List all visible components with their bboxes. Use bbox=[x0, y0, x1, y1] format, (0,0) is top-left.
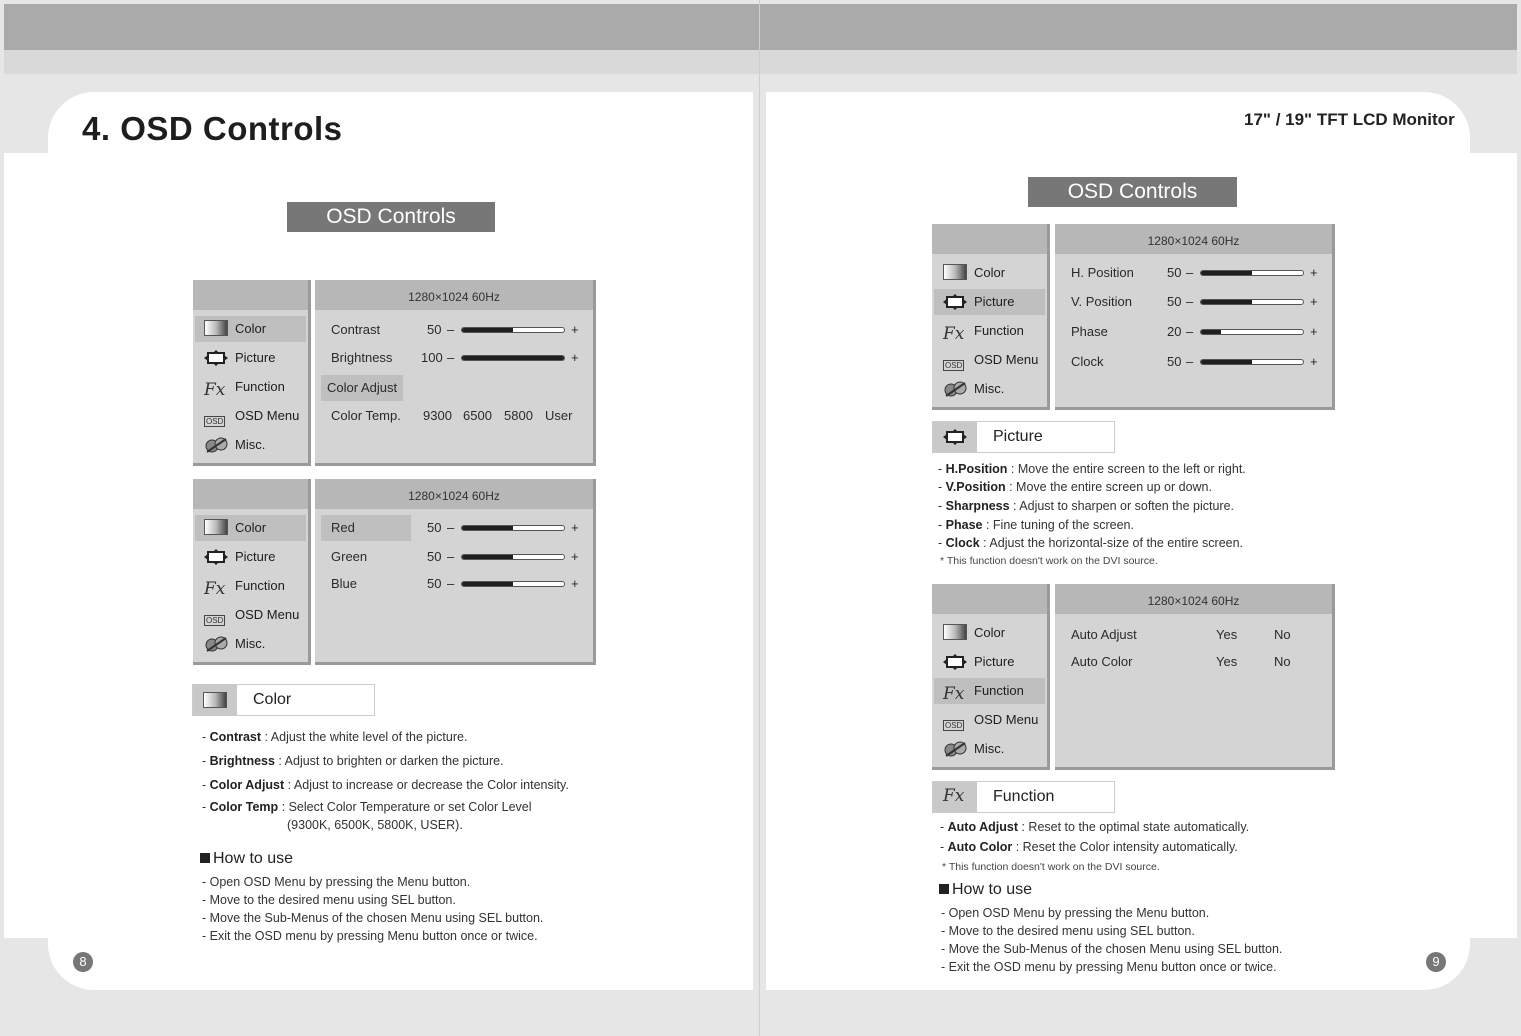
resolution-header: 1280×1024 60Hz bbox=[1055, 224, 1332, 254]
chapter-title: 4. OSD Controls bbox=[82, 110, 343, 147]
sidebar-item-label: Misc. bbox=[235, 636, 266, 651]
sidebar-item-label: Color bbox=[235, 321, 267, 336]
howto-label: How to use bbox=[213, 850, 294, 867]
resolution-header: 1280×1024 60Hz bbox=[1055, 584, 1332, 614]
function-fx-icon: Fx bbox=[204, 579, 226, 599]
function-section-title: Function bbox=[993, 788, 1055, 805]
minus-icon: – bbox=[447, 520, 455, 535]
phase-label: Phase bbox=[1071, 324, 1108, 339]
howto-step: - Move to the desired menu using SEL button. bbox=[941, 924, 1195, 938]
function-fx-icon: Fx bbox=[204, 380, 226, 400]
contrast-row[interactable] bbox=[315, 317, 593, 343]
auto-color-description: - Auto Color : Reset the Color intensity automatically. bbox=[940, 840, 1238, 854]
slider-fill bbox=[1201, 330, 1221, 334]
misc-icon bbox=[204, 436, 228, 453]
clock-description: - Clock : Adjust the horizontal-size of the entire screen. bbox=[938, 536, 1244, 550]
sidebar-item-function[interactable] bbox=[195, 573, 306, 599]
brightness-row[interactable] bbox=[315, 345, 593, 371]
osd-color-panel bbox=[315, 280, 596, 466]
osd-picture-panel bbox=[1055, 224, 1335, 410]
minus-icon: – bbox=[1186, 265, 1194, 280]
plus-icon: + bbox=[1310, 265, 1318, 280]
model-title: 17" / 19" TFT LCD Monitor bbox=[1244, 110, 1455, 129]
color-section-header bbox=[192, 684, 375, 716]
sidebar-item-label: Color bbox=[235, 520, 267, 535]
function-section-icon-box bbox=[933, 782, 977, 812]
right-margin bbox=[1440, 153, 1517, 938]
desc-term: Color Adjust bbox=[209, 778, 285, 792]
auto-color-label: Auto Color bbox=[1071, 654, 1133, 669]
picture-section-icon-box bbox=[933, 422, 977, 452]
sidebar-item-picture[interactable] bbox=[195, 544, 306, 570]
osd-sidebar-menu bbox=[932, 224, 1050, 410]
sidebar-item-label: Picture bbox=[974, 654, 1015, 669]
page-number-right: 9 bbox=[1426, 952, 1446, 972]
howto-step: - Exit the OSD menu by pressing Menu button once or twice. bbox=[941, 960, 1277, 974]
slider-fill bbox=[462, 526, 513, 530]
howto-step: - Open OSD Menu by pressing the Menu button. bbox=[202, 875, 471, 889]
desc-term: Brightness bbox=[209, 754, 275, 768]
auto-adjust-no[interactable]: No bbox=[1274, 627, 1291, 642]
sub-band bbox=[4, 50, 1517, 74]
color-temp-description: - Color Temp : Select Color Temperature or set Color Level bbox=[202, 800, 532, 814]
sidebar-item-osd-menu[interactable] bbox=[195, 602, 306, 628]
desc-text: : Adjust the horizontal-size of the entire screen. bbox=[979, 536, 1244, 550]
desc-term: Phase bbox=[945, 518, 983, 532]
osd-sidebar-menu bbox=[193, 479, 311, 665]
auto-adjust-description: - Auto Adjust : Reset to the optimal state automatically. bbox=[940, 820, 1250, 834]
sharpness-description: - Sharpness : Adjust to sharpen or soften the picture. bbox=[938, 499, 1235, 513]
color-gradient-icon bbox=[943, 624, 967, 641]
minus-icon: – bbox=[447, 549, 455, 564]
sidebar-header bbox=[932, 584, 1047, 614]
plus-icon: + bbox=[1310, 294, 1318, 309]
contrast-label: Contrast bbox=[331, 322, 381, 337]
osd-menu-icon: OSD bbox=[945, 721, 963, 730]
desc-text: : Adjust the white level of the picture. bbox=[261, 730, 468, 744]
sidebar-item-label: Function bbox=[235, 379, 285, 394]
osd-menu-icon: OSD bbox=[206, 417, 224, 426]
color-adjust-description: - Color Adjust : Adjust to increase or decrease the Color intensity. bbox=[202, 778, 569, 792]
picture-section-title: Picture bbox=[993, 428, 1043, 445]
red-label: Red bbox=[321, 515, 411, 541]
sidebar-item-color[interactable] bbox=[195, 515, 306, 541]
picture-position-icon bbox=[943, 429, 967, 445]
sidebar-item-misc[interactable] bbox=[934, 376, 1045, 402]
color-gradient-icon bbox=[204, 519, 228, 536]
square-bullet-icon bbox=[939, 884, 949, 894]
color-temp-options: (9300K, 6500K, 5800K, USER). bbox=[287, 818, 463, 832]
plus-icon: + bbox=[571, 520, 579, 535]
picture-position-icon bbox=[204, 349, 228, 366]
osd-controls-banner: OSD Controls bbox=[287, 202, 495, 232]
h-position-description: - H.Position : Move the entire screen to the left or right. bbox=[938, 462, 1246, 476]
brightness-description: - Brightness : Adjust to brighten or darken the picture. bbox=[202, 754, 504, 768]
sidebar-item-picture[interactable] bbox=[934, 649, 1045, 675]
howto-step: - Move the Sub-Menus of the chosen Menu using SEL button. bbox=[941, 942, 1283, 956]
desc-text: : Adjust to sharpen or soften the picture. bbox=[1009, 499, 1235, 513]
sidebar-item-color[interactable] bbox=[934, 620, 1045, 646]
temp-option-6500[interactable]: 6500 bbox=[463, 408, 492, 423]
sidebar-item-picture[interactable] bbox=[934, 289, 1045, 315]
sidebar-item-label: Function bbox=[974, 683, 1024, 698]
picture-dvi-note: * This function doesn't work on the DVI source. bbox=[940, 555, 1158, 567]
howto-title-left bbox=[200, 850, 293, 868]
osd-sidebar-menu bbox=[193, 280, 311, 466]
sidebar-item-label: OSD Menu bbox=[974, 712, 1039, 727]
picture-position-icon bbox=[943, 653, 967, 670]
temp-option-9300[interactable]: 9300 bbox=[423, 408, 452, 423]
v-position-row[interactable] bbox=[1055, 289, 1332, 315]
sidebar-item-label: Misc. bbox=[235, 437, 266, 452]
sidebar-item-label: Function bbox=[235, 578, 285, 593]
temp-option-5800[interactable]: 5800 bbox=[504, 408, 533, 423]
clock-row[interactable] bbox=[1055, 349, 1332, 375]
plus-icon: + bbox=[571, 322, 579, 337]
square-bullet-icon bbox=[200, 853, 210, 863]
phase-row[interactable] bbox=[1055, 319, 1332, 345]
osd-controls-banner: OSD Controls bbox=[1028, 177, 1237, 207]
minus-icon: – bbox=[1186, 324, 1194, 339]
plus-icon: + bbox=[1310, 324, 1318, 339]
v-position-label: V. Position bbox=[1071, 294, 1132, 309]
sidebar-item-osd-menu[interactable] bbox=[934, 707, 1045, 733]
desc-text: : Adjust to increase or decrease the Color intensity. bbox=[284, 778, 569, 792]
howto-step: - Open OSD Menu by pressing the Menu button. bbox=[941, 906, 1210, 920]
color-gradient-icon bbox=[943, 264, 967, 281]
minus-icon: – bbox=[447, 576, 455, 591]
function-section-header bbox=[932, 781, 1115, 813]
minus-icon: – bbox=[447, 350, 455, 365]
function-fx-icon: Fx bbox=[943, 786, 965, 806]
plus-icon: + bbox=[1310, 354, 1318, 369]
sidebar-item-label: Picture bbox=[235, 350, 276, 365]
red-value: 50 bbox=[427, 520, 442, 535]
sidebar-item-color[interactable] bbox=[934, 260, 1045, 286]
top-band bbox=[4, 4, 1517, 50]
phase-description: - Phase : Fine tuning of the screen. bbox=[938, 518, 1134, 532]
sidebar-item-function[interactable] bbox=[195, 374, 306, 400]
auto-adjust-yes[interactable]: Yes bbox=[1216, 627, 1238, 642]
function-dvi-note: * This function doesn't work on the DVI source. bbox=[942, 861, 1160, 873]
color-gradient-icon bbox=[203, 692, 227, 708]
sidebar-item-label: OSD Menu bbox=[235, 607, 300, 622]
osd-menu-icon: OSD bbox=[945, 361, 963, 370]
sidebar-item-misc[interactable] bbox=[195, 432, 306, 458]
slider-fill bbox=[1201, 300, 1252, 304]
desc-text: : Reset to the optimal state automatically. bbox=[1018, 820, 1250, 834]
blue-value: 50 bbox=[427, 576, 442, 591]
auto-color-yes[interactable]: Yes bbox=[1216, 654, 1238, 669]
desc-term: Auto Color bbox=[947, 840, 1013, 854]
phase-value: 20 bbox=[1167, 324, 1182, 339]
howto-step: - Move the Sub-Menus of the chosen Menu using SEL button. bbox=[202, 911, 544, 925]
blue-row[interactable] bbox=[315, 571, 593, 597]
sidebar-header bbox=[932, 224, 1047, 254]
plus-icon: + bbox=[571, 576, 579, 591]
desc-text: : Adjust to brighten or darken the picture. bbox=[274, 754, 504, 768]
resolution-header: 1280×1024 60Hz bbox=[315, 479, 593, 509]
h-position-value: 50 bbox=[1167, 265, 1182, 280]
blue-label: Blue bbox=[331, 576, 358, 591]
sidebar-header bbox=[193, 280, 308, 310]
v-position-value: 50 bbox=[1167, 294, 1182, 309]
sidebar-item-label: Misc. bbox=[974, 381, 1005, 396]
green-row[interactable] bbox=[315, 544, 593, 570]
sidebar-item-label: Color bbox=[974, 265, 1006, 280]
color-section-title: Color bbox=[253, 691, 292, 708]
sidebar-item-label: Picture bbox=[974, 294, 1015, 309]
osd-color-adjust-panel bbox=[315, 479, 596, 665]
desc-term: Clock bbox=[945, 536, 980, 550]
red-row[interactable] bbox=[315, 515, 593, 541]
sidebar-item-label: Misc. bbox=[974, 741, 1005, 756]
slider-fill bbox=[462, 555, 513, 559]
sidebar-header bbox=[193, 479, 308, 509]
desc-term: Contrast bbox=[209, 730, 262, 744]
green-slider[interactable] bbox=[461, 554, 565, 560]
desc-text: : Reset the Color intensity automatically. bbox=[1012, 840, 1238, 854]
color-temp-label: Color Temp. bbox=[331, 408, 401, 423]
contrast-value: 50 bbox=[427, 322, 442, 337]
clock-label: Clock bbox=[1071, 354, 1104, 369]
h-position-row[interactable] bbox=[1055, 260, 1332, 286]
page-number-left: 8 bbox=[73, 952, 93, 972]
h-position-label: H. Position bbox=[1071, 265, 1134, 280]
slider-fill bbox=[1201, 360, 1252, 364]
howto-steps-left bbox=[202, 873, 543, 945]
plus-icon: + bbox=[571, 549, 579, 564]
desc-term: H.Position bbox=[945, 462, 1008, 476]
auto-color-no[interactable]: No bbox=[1274, 654, 1291, 669]
sidebar-item-osd-menu[interactable] bbox=[934, 347, 1045, 373]
contrast-description: - Contrast : Adjust the white level of the picture. bbox=[202, 730, 468, 744]
sidebar-item-misc[interactable] bbox=[195, 631, 306, 657]
desc-term: Auto Adjust bbox=[947, 820, 1018, 834]
desc-term: V.Position bbox=[945, 480, 1006, 494]
minus-icon: – bbox=[1186, 294, 1194, 309]
sidebar-item-label: Color bbox=[974, 625, 1006, 640]
desc-term: Color Temp bbox=[209, 800, 279, 814]
slider-fill bbox=[1201, 271, 1252, 275]
misc-icon bbox=[943, 740, 967, 757]
osd-menu-icon: OSD bbox=[206, 616, 224, 625]
misc-icon bbox=[204, 635, 228, 652]
h-position-slider[interactable] bbox=[1200, 270, 1304, 276]
sidebar-item-picture[interactable] bbox=[195, 345, 306, 371]
slider-fill bbox=[462, 328, 513, 332]
howto-title-right bbox=[939, 881, 1032, 899]
sidebar-item-function[interactable] bbox=[934, 318, 1045, 344]
color-section-icon-box bbox=[193, 685, 237, 715]
resolution-header: 1280×1024 60Hz bbox=[315, 280, 593, 310]
function-fx-icon: Fx bbox=[943, 684, 965, 704]
minus-icon: – bbox=[1186, 354, 1194, 369]
slider-fill bbox=[462, 582, 513, 586]
plus-icon: + bbox=[571, 350, 579, 365]
function-fx-icon: Fx bbox=[943, 324, 965, 344]
howto-step: - Move to the desired menu using SEL button. bbox=[202, 893, 456, 907]
blue-slider[interactable] bbox=[461, 581, 565, 587]
sidebar-item-color[interactable] bbox=[195, 316, 306, 342]
desc-text: : Select Color Temperature or set Color Level bbox=[278, 800, 532, 814]
desc-text: : Fine tuning of the screen. bbox=[982, 518, 1134, 532]
howto-label: How to use bbox=[952, 881, 1033, 898]
sidebar-item-function[interactable] bbox=[934, 678, 1045, 704]
temp-option-user[interactable]: User bbox=[545, 408, 573, 423]
sidebar-item-misc[interactable] bbox=[934, 736, 1045, 762]
brightness-label: Brightness bbox=[331, 350, 393, 365]
book-spine bbox=[759, 0, 760, 1036]
desc-text: : Move the entire screen up or down. bbox=[1005, 480, 1212, 494]
clock-value: 50 bbox=[1167, 354, 1182, 369]
slider-fill bbox=[462, 356, 564, 360]
sidebar-item-label: Picture bbox=[235, 549, 276, 564]
green-value: 50 bbox=[427, 549, 442, 564]
green-label: Green bbox=[331, 549, 368, 564]
minus-icon: – bbox=[447, 322, 455, 337]
left-margin bbox=[4, 153, 64, 938]
color-adjust-row[interactable] bbox=[315, 375, 593, 401]
brightness-value: 100 bbox=[421, 350, 443, 365]
v-position-description: - V.Position : Move the entire screen up or down. bbox=[938, 480, 1212, 494]
osd-function-panel bbox=[1055, 584, 1335, 770]
howto-step: - Exit the OSD menu by pressing Menu button once or twice. bbox=[202, 929, 538, 943]
sidebar-item-label: OSD Menu bbox=[235, 408, 300, 423]
phase-slider[interactable] bbox=[1200, 329, 1304, 335]
picture-position-icon bbox=[943, 293, 967, 310]
misc-icon bbox=[943, 380, 967, 397]
sidebar-item-label: OSD Menu bbox=[974, 352, 1039, 367]
v-position-slider[interactable] bbox=[1200, 299, 1304, 305]
howto-steps-right bbox=[941, 904, 1282, 976]
color-adjust-label: Color Adjust bbox=[321, 375, 403, 401]
picture-position-icon bbox=[204, 548, 228, 565]
clock-slider[interactable] bbox=[1200, 359, 1304, 365]
desc-term: Sharpness bbox=[945, 499, 1010, 513]
sidebar-item-osd-menu[interactable] bbox=[195, 403, 306, 429]
brightness-slider[interactable] bbox=[461, 355, 565, 361]
auto-adjust-label: Auto Adjust bbox=[1071, 627, 1137, 642]
desc-text: : Move the entire screen to the left or right. bbox=[1007, 462, 1246, 476]
color-gradient-icon bbox=[204, 320, 228, 337]
osd-sidebar-menu bbox=[932, 584, 1050, 770]
auto-color-row[interactable] bbox=[1055, 649, 1332, 675]
auto-adjust-row[interactable] bbox=[1055, 622, 1332, 648]
picture-section-header bbox=[932, 421, 1115, 453]
color-temp-row[interactable] bbox=[315, 403, 593, 429]
sidebar-item-label: Function bbox=[974, 323, 1024, 338]
contrast-slider[interactable] bbox=[461, 327, 565, 333]
red-slider[interactable] bbox=[461, 525, 565, 531]
